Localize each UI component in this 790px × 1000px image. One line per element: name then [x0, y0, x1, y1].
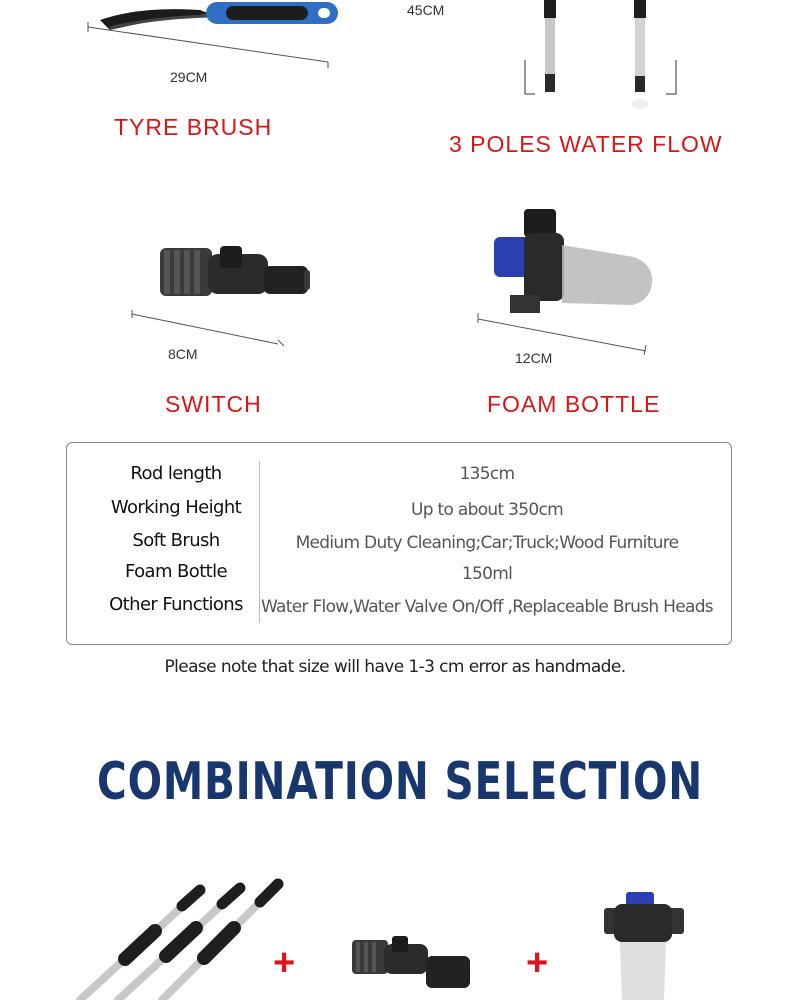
spec-label-working-height: Working Height	[110, 497, 242, 518]
spec-value-foam-bottle: 150ml	[461, 564, 513, 584]
water-flow-size: 45CM	[407, 2, 445, 18]
spec-value-other-functions: Water Flow,Water Valve On/Off ,Replaceable Brush Heads	[261, 597, 713, 617]
combo-switch-image	[350, 930, 480, 1000]
spec-label-other-functions: Other Functions	[109, 594, 243, 615]
spec-value-working-height: Up to about 350cm	[410, 500, 563, 520]
foam-bottle-size: 12CM	[515, 350, 553, 366]
spec-value-soft-brush: Medium Duty Cleaning;Car;Truck;Wood Furniture	[295, 533, 679, 553]
size-error-note: Please note that size will have 1-3 cm error as handmade.	[164, 657, 626, 677]
spec-table	[66, 442, 732, 645]
switch-image	[128, 240, 318, 352]
water-flow-title: 3 POLES WATER FLOW	[449, 131, 723, 157]
foam-bottle-image	[474, 205, 664, 355]
tyre-brush-title: TYRE BRUSH	[114, 114, 273, 140]
combination-heading: COMBINATION SELECTION	[97, 752, 703, 812]
water-flow-poles-image	[518, 0, 688, 115]
spec-label-rod-length: Rod length	[130, 463, 222, 484]
spec-value-rod-length: 135cm	[459, 464, 515, 484]
plus-sign-2: +	[526, 942, 549, 984]
switch-title: SWITCH	[165, 391, 262, 417]
plus-sign-1: +	[273, 942, 296, 984]
tyre-brush-size: 29CM	[170, 69, 208, 85]
tyre-brush-image	[80, 0, 350, 75]
spec-label-foam-bottle: Foam Bottle	[125, 561, 227, 582]
spec-label-soft-brush: Soft Brush	[132, 530, 220, 551]
combo-foam-bottle-image	[600, 890, 690, 1000]
switch-size: 8CM	[168, 346, 198, 362]
combo-poles-image	[70, 876, 290, 1000]
foam-bottle-title: FOAM BOTTLE	[487, 391, 661, 417]
